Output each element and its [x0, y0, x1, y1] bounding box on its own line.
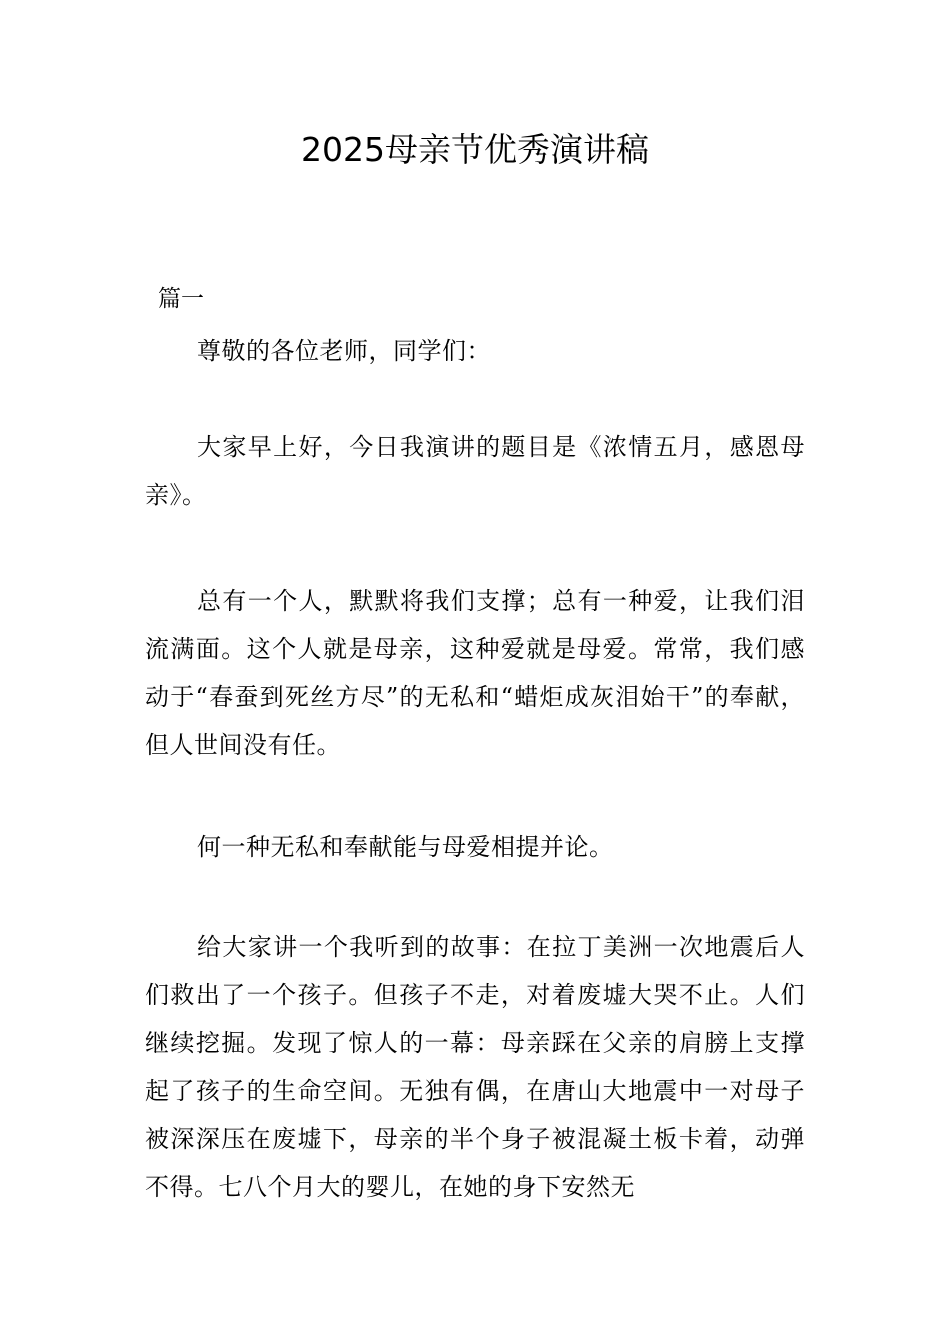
- paragraph-intro: 大家早上好，今日我演讲的题目是《浓情五月，感恩母亲》。: [145, 433, 805, 509]
- paragraph-body: 总有一个人，默默将我们支撑；总有一种爱，让我们泪流满面。这个人就是母亲，这种爱就是母爱。常常，我们感动于“春蚕到死丝方尽”的无私和“蜡炬成灰泪始干”的奉献，但人世间没有任。: [145, 587, 805, 759]
- paragraph-body: 何一种无私和奉献能与母爱相提并论。: [197, 833, 614, 861]
- document-title: 2025母亲节优秀演讲稿: [301, 130, 649, 169]
- section-label: 篇一: [158, 286, 204, 312]
- paragraph-greeting: 尊敬的各位老师，同学们：: [197, 337, 491, 365]
- paragraph-story: 给大家讲一个我听到的故事：在拉丁美洲一次地震后人们救出了一个孩子。但孩子不走，对着废墟大哭不止。人们继续挖掘。发现了惊人的一幕：母亲踩在父亲的肩膀上支撑起了孩子的生命空间。无独有偶，在唐山大地震中一对母子被深深压在废墟下，母亲的半个身子被混凝土板卡着，动弹不得。七八个月大的婴儿，在她的身下安然无: [145, 933, 805, 1201]
